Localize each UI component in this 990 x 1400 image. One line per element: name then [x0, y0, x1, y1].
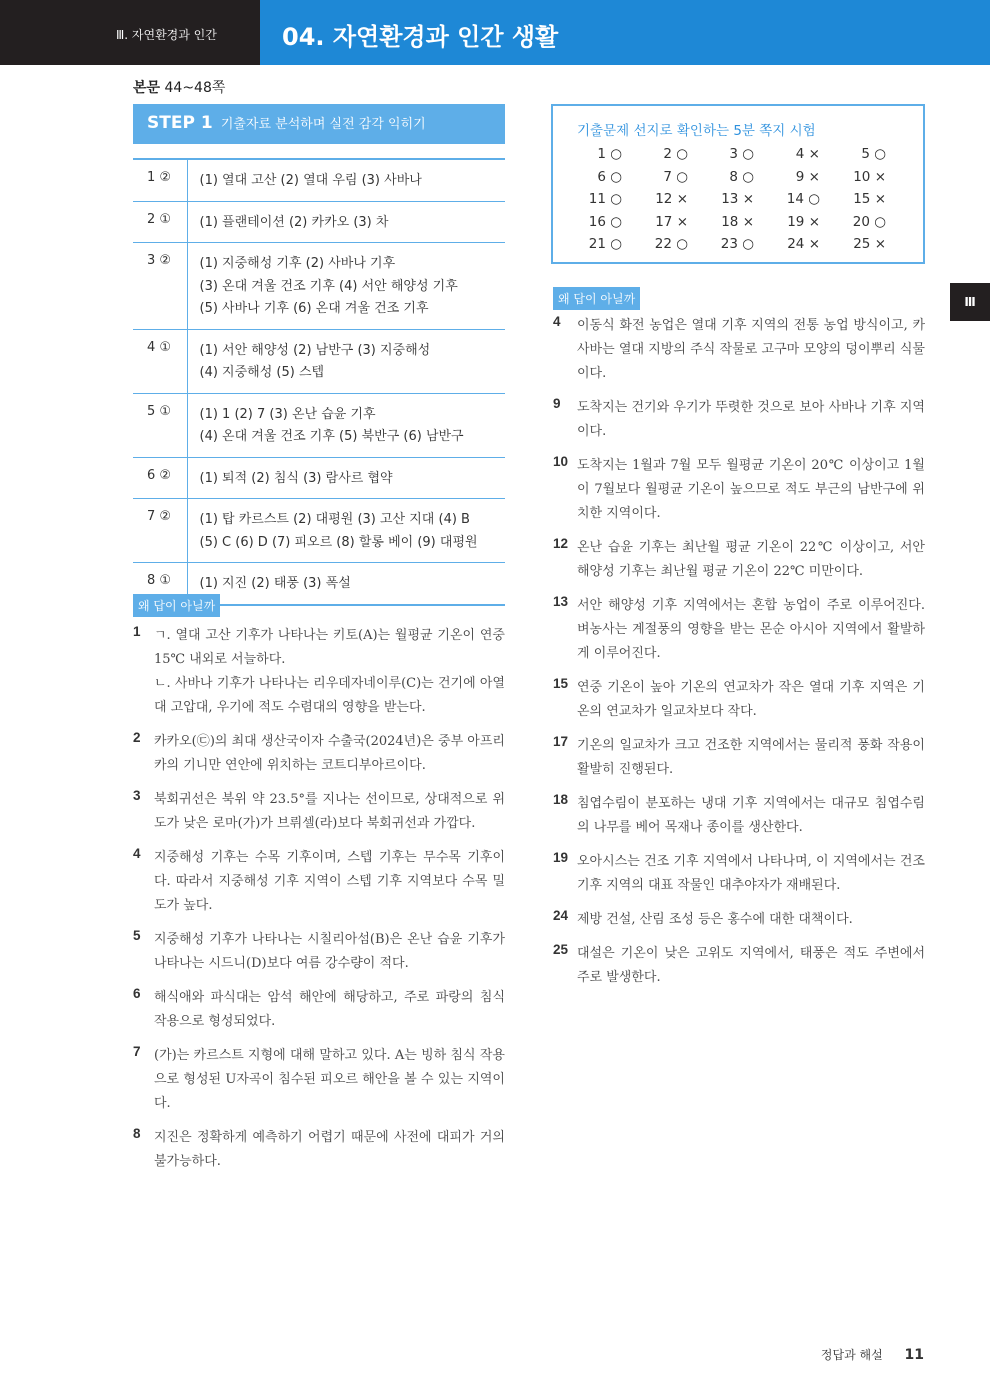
answer-content	[187, 329, 505, 393]
explanation-item	[133, 846, 505, 918]
page-number: 11	[904, 1347, 924, 1363]
explanation-text	[154, 1044, 505, 1116]
explanation-number: 8	[133, 1126, 141, 1141]
answer-table	[133, 158, 505, 606]
quiz-answer: 15 ×	[853, 191, 886, 207]
explanation-text	[577, 314, 925, 386]
answer-line: (1) 탑 카르스트 (2) 대평원 (3) 고산 지대 (4) B	[199, 512, 470, 527]
answer-number: 3 ②	[133, 243, 187, 330]
explanation-number: 18	[553, 792, 569, 807]
quiz-answer: 17 ×	[655, 213, 688, 230]
quiz-answer: 7 ○	[663, 168, 688, 185]
explanation-text	[577, 396, 925, 444]
answer-row	[133, 159, 505, 201]
explanation-paragraph: 북회귀선은 북위 약 23.5°를 지나는 선이므로, 상대적으로 위도가 낮은 로마(가)가 브뤼셀(라)보다 북회귀선과 가깝다.	[154, 792, 505, 831]
explanation-paragraph: ㄴ. 사바나 기후가 나타나는 리우데자네이루(C)는 건기에 아열대 고압대, 우기에 적도 수렴대의 영향을 받는다.	[154, 676, 505, 715]
explanation-text	[577, 908, 925, 932]
quiz-answer: 9 ×	[795, 168, 820, 185]
explanation-paragraph: 침엽수림이 분포하는 냉대 기후 지역에서는 대규모 침엽수림의 나무를 베어 목재나 종이를 생산한다.	[577, 796, 925, 835]
explanation-item	[553, 536, 925, 584]
quiz-answer: 5 ○	[861, 146, 886, 162]
explanation-text	[577, 536, 925, 584]
explanation-item	[553, 734, 925, 782]
explanation-paragraph: 카카오(㉢)의 최대 생산국이자 수출국(2024년)은 중부 아프리카의 기니만 연안에 위치하는 코트디부아르이다.	[154, 734, 505, 773]
explanation-number: 10	[553, 454, 569, 469]
answer-line: (1) 지진 (2) 태풍 (3) 폭설	[199, 576, 351, 591]
quiz-answer: 16 ○	[588, 213, 622, 230]
step-number: STEP 1	[147, 113, 213, 133]
explanation-paragraph: 대설은 기온이 낮은 고위도 지역에서, 태풍은 적도 주변에서 주로 발생한다.	[577, 946, 925, 985]
footer	[821, 1346, 924, 1363]
why-label-right: 왜 답이 아닐까	[553, 287, 640, 310]
answer-content	[187, 563, 505, 605]
quiz-answer: 20 ○	[852, 213, 886, 230]
answer-number: 2 ①	[133, 201, 187, 243]
explanation-paragraph: 지진은 정확하게 예측하기 어렵기 때문에 사전에 대피가 거의 불가능하다.	[154, 1130, 505, 1169]
explanation-text	[154, 986, 505, 1034]
chapter-side-tab: Ⅲ	[950, 283, 990, 321]
explanation-item	[553, 850, 925, 898]
explanation-paragraph: 서안 해양성 기후 지역에서는 혼합 농업이 주로 이루어진다. 벼농사는 계절풍의 영향을 받는 몬순 아시아 지역에서 활발하게 이루어진다.	[577, 598, 925, 661]
explanation-item	[553, 454, 925, 526]
explanation-paragraph: ㄱ. 열대 고산 기후가 나타나는 키토(A)는 월평균 기온이 연중 15℃ 내외로 서늘하다.	[154, 628, 505, 667]
explanation-text	[154, 846, 505, 918]
quiz-title: 기출문제 선지로 확인하는 5분 쪽지 시험	[577, 123, 816, 139]
explanation-item	[553, 908, 925, 932]
step-title: 기출자료 분석하며 실전 감각 익히기	[220, 117, 426, 132]
explanation-number: 25	[553, 942, 569, 957]
quiz-answer: 14 ○	[786, 191, 820, 207]
quiz-answer: 18 ×	[721, 213, 754, 230]
explanation-number: 7	[133, 1044, 141, 1059]
explanation-text	[577, 676, 925, 724]
step-banner	[133, 104, 505, 144]
answer-line: (1) 퇴적 (2) 침식 (3) 람사르 협약	[199, 470, 393, 486]
explanation-paragraph: (가)는 카르스트 지형에 대해 말하고 있다. A는 빙하 침식 작용으로 형성된 U자곡이 침수된 피오르 해안을 볼 수 있는 지역이다.	[154, 1048, 505, 1111]
explanation-paragraph: 해식애와 파식대는 암석 해안에 해당하고, 주로 파랑의 침식 작용으로 형성되었다.	[154, 990, 505, 1029]
quiz-grid	[563, 146, 913, 259]
page-ref-label: 본문	[133, 80, 161, 96]
explanation-number: 2	[133, 730, 141, 745]
explanation-text	[577, 454, 925, 526]
explanation-number: 17	[553, 734, 569, 749]
explanation-text	[154, 624, 505, 720]
explanation-number: 6	[133, 986, 141, 1001]
explanation-item	[553, 314, 925, 386]
explanation-paragraph: 온난 습윤 기후는 최난월 평균 기온이 22℃ 이상이고, 서안 해양성 기후는 최난월 평균 기온이 22℃ 미만이다.	[577, 540, 925, 579]
answer-line: (3) 온대 겨울 건조 기후 (4) 서안 해양성 기후	[199, 278, 458, 294]
quiz-answer: 25 ×	[853, 236, 886, 252]
explanation-number: 9	[553, 396, 561, 411]
explanation-item	[133, 1126, 505, 1174]
quiz-box	[551, 104, 925, 264]
explanation-number: 19	[553, 850, 569, 865]
quiz-answer: 4 ×	[795, 146, 820, 162]
quiz-answer: 3 ○	[729, 146, 754, 162]
quiz-answer: 8 ○	[729, 168, 754, 185]
explanation-item	[553, 594, 925, 666]
quiz-answer: 21 ○	[588, 236, 622, 252]
quiz-answer: 22 ○	[654, 236, 688, 252]
quiz-answer: 13 ×	[721, 191, 754, 207]
explanation-paragraph: 지중해성 기후는 수목 기후이며, 스텝 기후는 무수목 기후이다. 따라서 지중해성 기후 지역이 스텝 기후 지역보다 수목 밀도가 높다.	[154, 850, 505, 913]
page-ref-pages: 44~48쪽	[164, 80, 226, 96]
answer-line: (1) 지중해성 기후 (2) 사바나 기후	[199, 256, 396, 271]
answer-number: 7 ②	[133, 499, 187, 563]
explanation-number: 12	[553, 536, 569, 551]
quiz-answer: 19 ×	[787, 213, 820, 230]
explanation-text	[577, 850, 925, 898]
left-explanations	[133, 624, 505, 1184]
answer-number: 4 ①	[133, 329, 187, 393]
answer-row	[133, 329, 505, 393]
answer-line: (1) 열대 고산 (2) 열대 우림 (3) 사바나	[199, 173, 422, 188]
explanation-paragraph: 기온의 일교차가 크고 건조한 지역에서는 물리적 풍화 작용이 활발히 진행된다.	[577, 738, 925, 777]
quiz-answer: 11 ○	[588, 191, 622, 207]
answer-number: 5 ①	[133, 393, 187, 457]
explanation-number: 5	[133, 928, 141, 943]
quiz-answer: 23 ○	[720, 236, 754, 252]
why-label-left: 왜 답이 아닐까	[133, 594, 220, 617]
explanation-number: 4	[553, 314, 561, 329]
explanation-text	[577, 792, 925, 840]
explanation-number: 1	[133, 624, 141, 639]
explanation-item	[133, 1044, 505, 1116]
answer-row	[133, 457, 505, 499]
explanation-item	[553, 676, 925, 724]
explanation-paragraph: 도착지는 1월과 7월 모두 월평균 기온이 20℃ 이상이고 1월이 7월보다 월평균 기온이 높으므로 적도 부근의 남반구에 위치한 지역이다.	[577, 458, 925, 521]
explanation-number: 4	[133, 846, 141, 861]
answer-content	[187, 201, 505, 243]
quiz-answer: 10 ×	[853, 168, 886, 185]
answer-content	[187, 243, 505, 330]
quiz-answer: 6 ○	[597, 168, 622, 185]
quiz-answer: 2 ○	[663, 146, 688, 162]
explanation-item	[133, 624, 505, 720]
page-reference	[133, 77, 225, 97]
explanation-paragraph: 연중 기온이 높아 기온의 연교차가 작은 열대 기후 지역은 기온의 연교차가 일교차보다 작다.	[577, 680, 925, 719]
explanation-item	[553, 792, 925, 840]
answer-line: (4) 온대 겨울 건조 기후 (5) 북반구 (6) 남반구	[199, 429, 464, 444]
explanation-paragraph: 도착지는 건기와 우기가 뚜렷한 것으로 보아 사바나 기후 지역이다.	[577, 400, 925, 439]
explanation-number: 15	[553, 676, 569, 691]
explanation-text	[154, 730, 505, 778]
answer-line: (5) 사바나 기후 (6) 온대 겨울 건조 기후	[199, 301, 429, 316]
explanation-text	[154, 928, 505, 976]
answer-number: 6 ②	[133, 457, 187, 499]
explanation-text	[577, 734, 925, 782]
answer-number: 1 ②	[133, 159, 187, 201]
answer-number: 8 ①	[133, 563, 187, 605]
explanation-item	[133, 730, 505, 778]
answer-line: (4) 지중해성 (5) 스텝	[199, 365, 325, 380]
answer-content	[187, 499, 505, 563]
explanation-item	[133, 788, 505, 836]
explanation-text	[154, 1126, 505, 1174]
answer-line: (1) 1 (2) 7 (3) 온난 습윤 기후	[199, 406, 376, 422]
section-header: Ⅲ. 자연환경과 인간	[0, 0, 260, 65]
explanation-item	[553, 396, 925, 444]
explanation-paragraph: 지중해성 기후가 나타나는 시칠리아섬(B)은 온난 습윤 기후가 나타나는 시드니(D)보다 여름 강수량이 적다.	[154, 932, 505, 971]
answer-content	[187, 159, 505, 201]
explanation-number: 24	[553, 908, 569, 923]
footer-label: 정답과 해설	[820, 1348, 883, 1362]
explanation-number: 13	[553, 594, 569, 609]
explanation-item	[553, 942, 925, 990]
explanation-paragraph: 오아시스는 건조 기후 지역에서 나타나며, 이 지역에서는 건조 기후 지역의 대표 작물인 대추야자가 재배된다.	[577, 854, 925, 893]
answer-line: (1) 플랜테이션 (2) 카카오 (3) 차	[199, 214, 389, 230]
explanation-item	[133, 928, 505, 976]
answer-content	[187, 393, 505, 457]
right-explanations	[553, 314, 925, 1000]
explanation-text	[577, 594, 925, 666]
answer-row	[133, 499, 505, 563]
answer-line: (1) 서안 해양성 (2) 남반구 (3) 지중해성	[199, 342, 431, 358]
quiz-answer: 1 ○	[597, 146, 622, 162]
quiz-answer: 12 ×	[655, 191, 688, 207]
quiz-answer: 24 ×	[787, 236, 820, 252]
page-title: 04. 자연환경과 인간 생활	[260, 0, 990, 65]
explanation-paragraph: 제방 건설, 산림 조성 등은 홍수에 대한 대책이다.	[577, 912, 853, 927]
explanation-paragraph: 이동식 화전 농업은 열대 기후 지역의 전통 농업 방식이고, 카사바는 열대 지방의 주식 작물로 고구마 모양의 덩이뿌리 식물이다.	[577, 318, 925, 381]
answer-row	[133, 201, 505, 243]
answer-content	[187, 457, 505, 499]
answer-line: (5) C (6) D (7) 피오르 (8) 할롱 베이 (9) 대평원	[199, 534, 478, 550]
explanation-item	[133, 986, 505, 1034]
explanation-text	[154, 788, 505, 836]
answer-row	[133, 393, 505, 457]
explanation-number: 3	[133, 788, 141, 803]
explanation-text	[577, 942, 925, 990]
answer-row	[133, 243, 505, 330]
